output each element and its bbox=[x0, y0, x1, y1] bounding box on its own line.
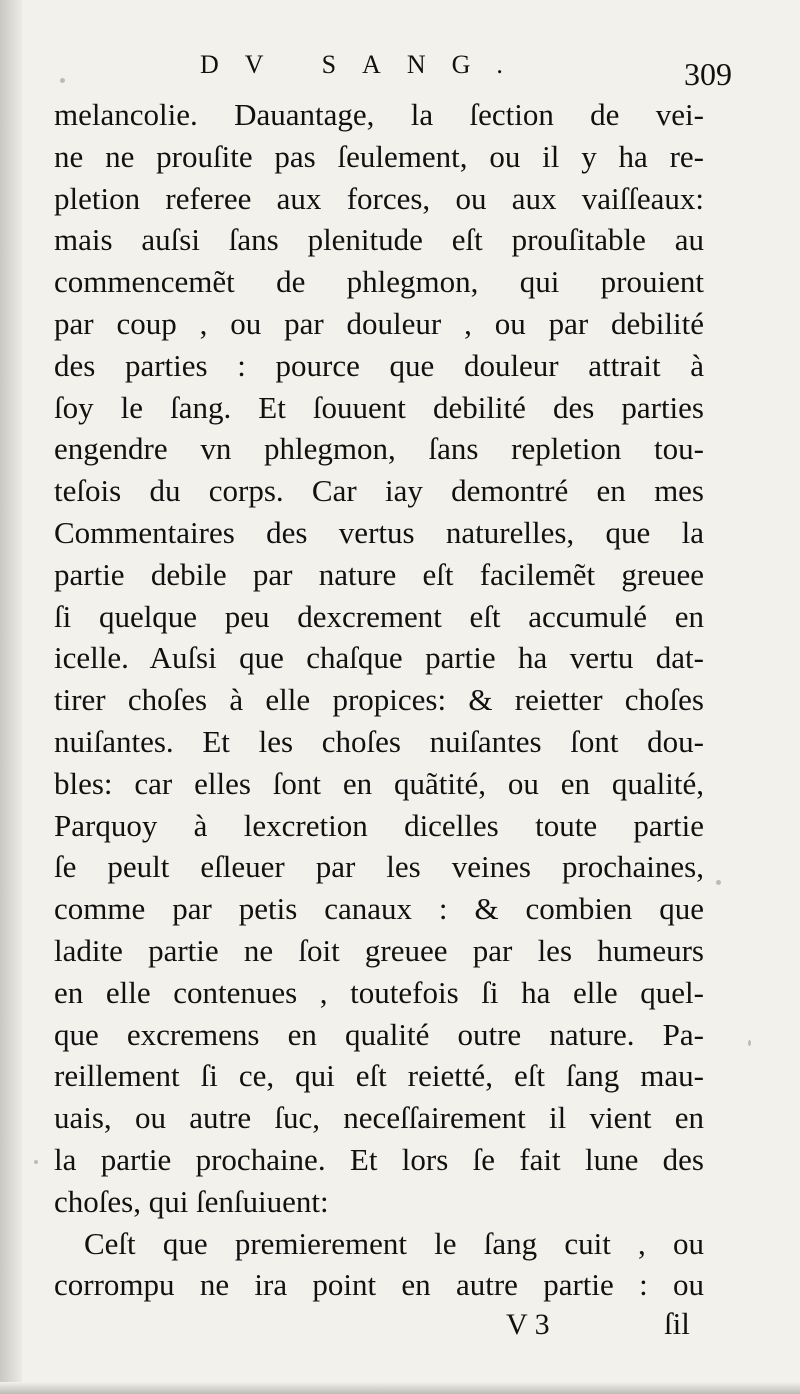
text-line: comme par petis canaux : & combien que bbox=[54, 891, 704, 927]
text-line: tirer choſes à elle propices: & reietter choſes bbox=[54, 682, 704, 718]
page-bottom-shadow bbox=[0, 1382, 800, 1394]
text-line: Commentaires des vertus naturelles, que la bbox=[54, 514, 704, 550]
paper-speck bbox=[60, 78, 65, 83]
text-line: nuiſantes. Et les choſes nuiſantes ſont dou- bbox=[54, 723, 704, 759]
paper-speck bbox=[34, 1160, 38, 1164]
text-line: pletion referee aux forces, ou aux vaiſſeaux: bbox=[54, 180, 704, 216]
text-line: des parties : pource que douleur attrait à bbox=[54, 347, 704, 383]
text-line: partie debile par nature eſt facilemẽt greuee bbox=[54, 556, 704, 592]
catchword: ſil bbox=[664, 1306, 690, 1341]
running-head: DV SANG. bbox=[200, 50, 529, 79]
text-line: ladite partie ne ſoit greuee par les humeurs bbox=[54, 932, 704, 968]
text-line: commencemẽt de phlegmon, qui prouient bbox=[54, 264, 704, 300]
text-line: reillement ſi ce, qui eſt reietté, eſt ſang mau- bbox=[54, 1058, 704, 1094]
page-number: 309 bbox=[684, 56, 732, 92]
text-line: corrompu ne ira point en autre partie : ou bbox=[54, 1267, 704, 1303]
text-line: ne ne prouſite pas ſeulement, ou il y ha re- bbox=[54, 138, 704, 174]
text-line: la partie prochaine. Et lors ſe fait lune des bbox=[54, 1141, 704, 1177]
text-line: ſe peult eſleuer par les veines prochaines, bbox=[54, 849, 704, 885]
paper-speck bbox=[748, 1040, 751, 1046]
text-line: uais, ou autre ſuc, neceſſairement il vient en bbox=[54, 1100, 704, 1136]
text-line: mais auſsi ſans plenitude eſt prouſitable au bbox=[54, 222, 704, 258]
text-line: Parquoy à lexcretion dicelles toute partie bbox=[54, 807, 704, 843]
text-line: icelle. Auſsi que chaſque partie ha vertu dat- bbox=[54, 640, 704, 676]
signature-mark: V 3 bbox=[506, 1308, 550, 1341]
text-line: ſi quelque peu dexcrement eſt accumulé en bbox=[54, 598, 704, 634]
text-line: par coup , ou par douleur , ou par debilité bbox=[54, 305, 704, 341]
text-line-paragraph-start: Ceſt que premierement le ſang cuit , ou bbox=[84, 1225, 704, 1261]
text-line: bles: car elles ſont en quãtité, ou en qualité, bbox=[54, 765, 704, 801]
text-line: teſois du corps. Car iay demontré en mes bbox=[54, 473, 704, 509]
text-line: ſoy le ſang. Et ſouuent debilité des parties bbox=[54, 389, 704, 425]
text-line: en elle contenues , toutefois ſi ha elle quel- bbox=[54, 974, 704, 1010]
text-line: choſes, qui ſenſuiuent: bbox=[54, 1183, 329, 1219]
text-line: que excremens en qualité outre nature. Pa- bbox=[54, 1016, 704, 1052]
text-line: engendre vn phlegmon, ſans repletion tou- bbox=[54, 431, 704, 467]
page-edge-shadow bbox=[0, 0, 22, 1394]
text-line: melancolie. Dauantage, la ſection de vei- bbox=[54, 97, 704, 132]
body-text bbox=[54, 94, 704, 1306]
paper-speck bbox=[716, 880, 721, 885]
